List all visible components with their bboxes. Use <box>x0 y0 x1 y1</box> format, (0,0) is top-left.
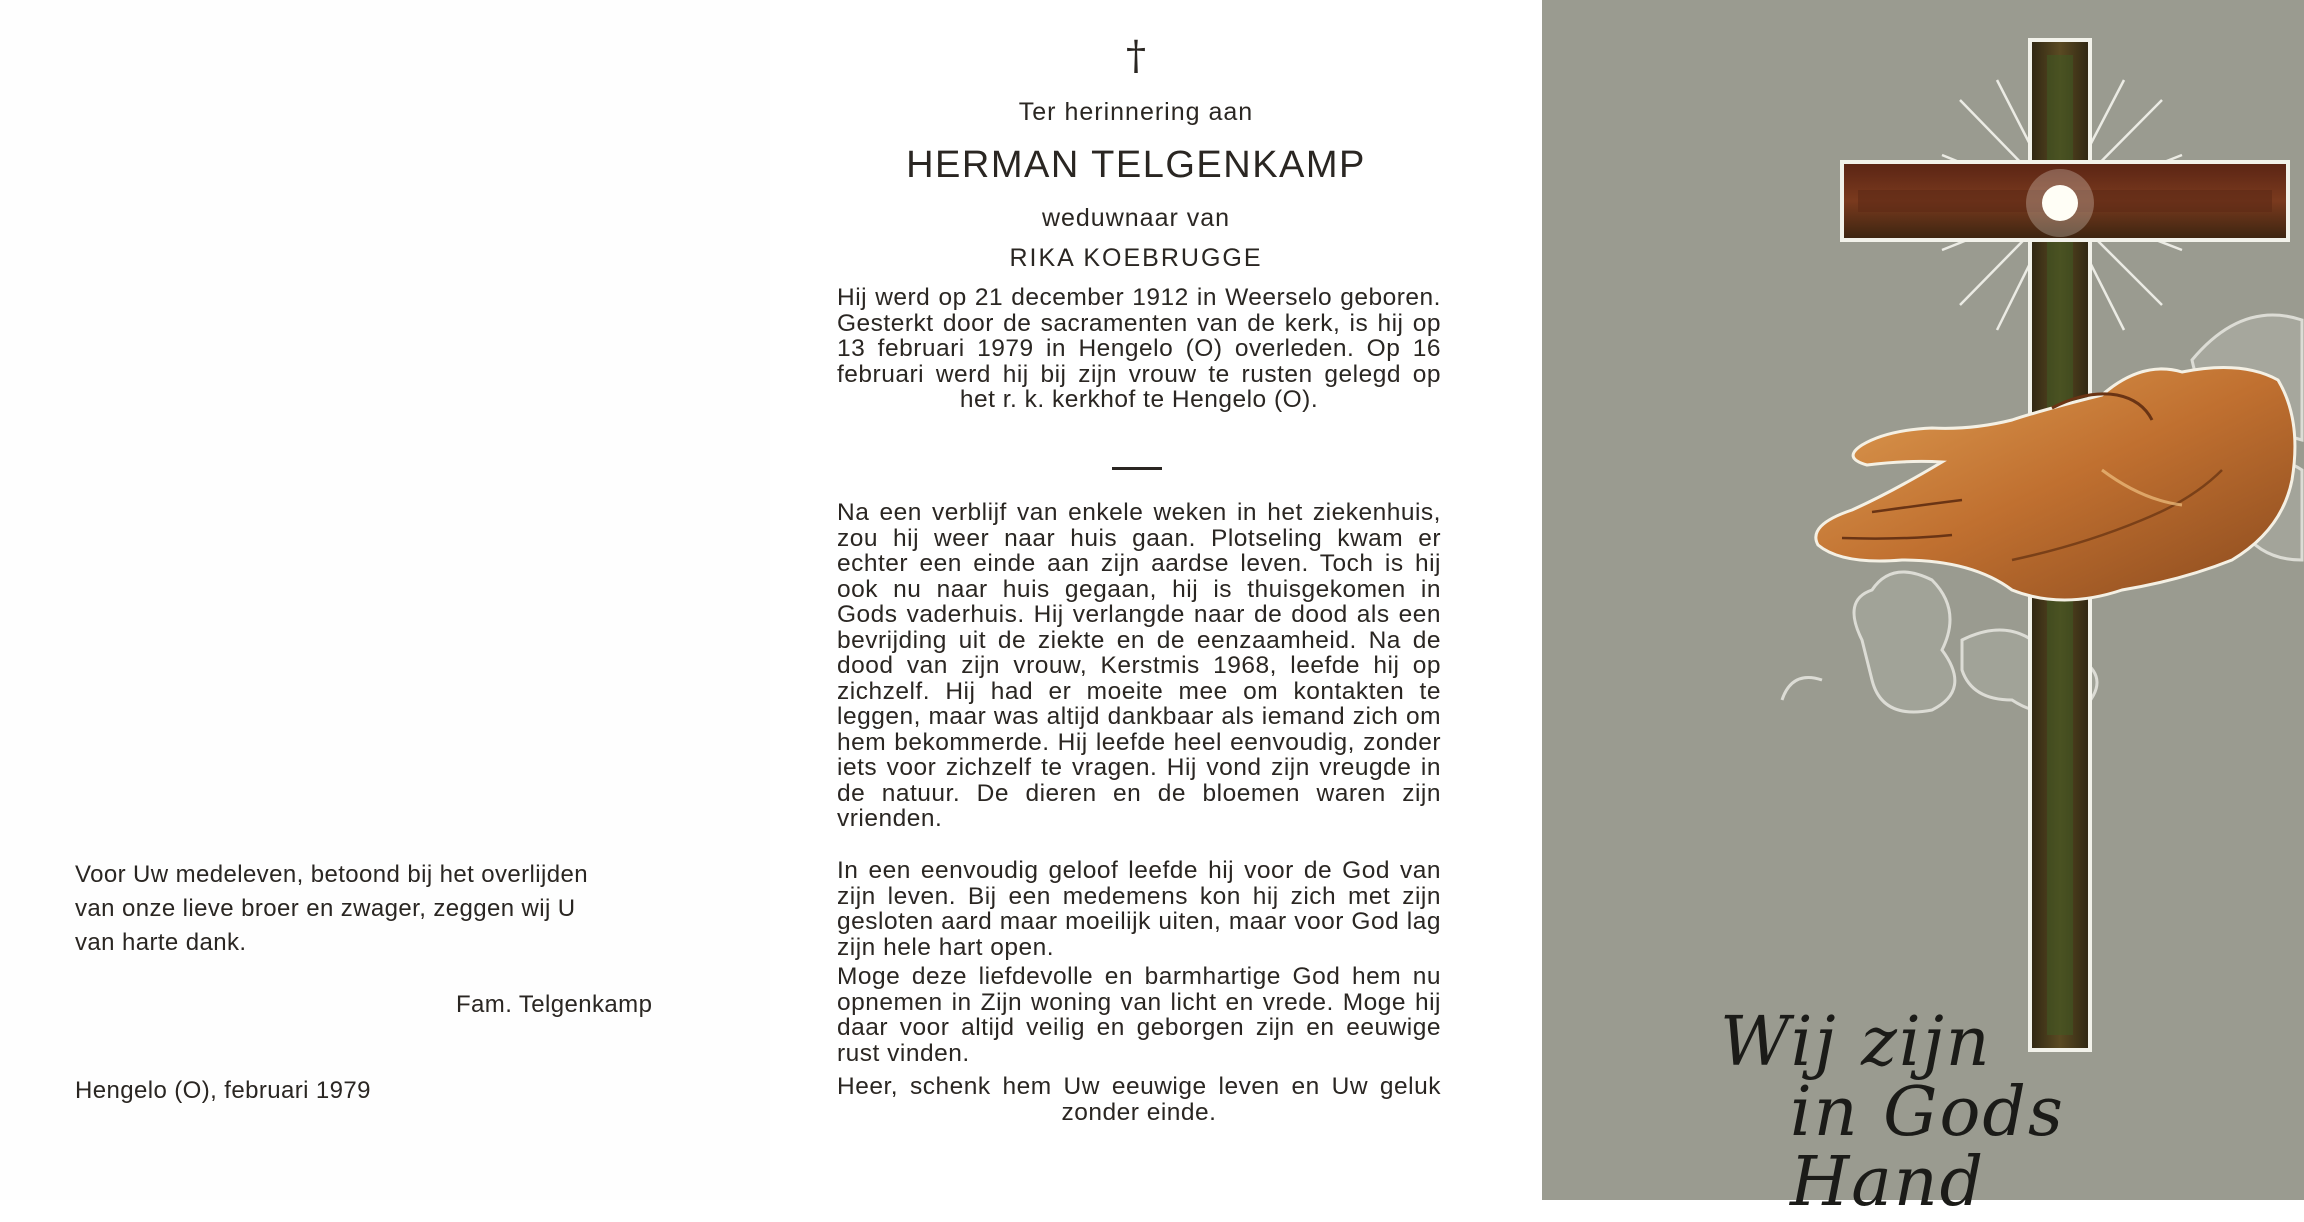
life-paragraph <box>837 500 1441 836</box>
motto-line-2: in Gods Hand <box>1790 1073 2065 1222</box>
birth-paragraph <box>837 285 1441 417</box>
deceased-name: HERMAN TELGENKAMP <box>906 144 1366 186</box>
spouse-name: RIKA KOEBRUGGE <box>1009 244 1263 272</box>
thanks-line: van onze lieve broer en zwager, zeggen wij U <box>75 895 576 922</box>
paragraph-text: Heer, schenk hem Uw eeuwige leven en Uw geluk zonder einde. <box>837 1073 1441 1126</box>
thanks-line: van harte dank. <box>75 929 247 956</box>
thanks-panel <box>0 0 770 1200</box>
motto-text <box>1680 1003 2280 1222</box>
divider <box>1112 467 1162 470</box>
paragraph-text: Moge deze liefdevolle en barmhartige God hem nu opnemen in Zijn woning van licht en vrede. Moge hij daar voor altijd veilig en geborgen zijn en eeuwige rust vinden. <box>837 963 1441 1067</box>
thanks-message <box>75 858 675 960</box>
closing-paragraph <box>837 1074 1441 1129</box>
cross-symbol-icon: † <box>1126 33 1146 79</box>
paragraph-text: In een eenvoudig geloof leefde hij voor de God van zijn leven. Bij een medemens kon hij zich met zijn gesloten aard maar moeilijk uiten, maar voor God lag zijn hele hart open. <box>837 857 1441 961</box>
intro-text: Ter herinnering aan <box>1018 98 1254 126</box>
relation-text: weduwnaar van <box>1041 204 1231 232</box>
thanks-line: Voor Uw medeleven, betoond bij het overlijden <box>75 861 588 888</box>
paragraph-text: Hij werd op 21 december 1912 in Weerselo geboren. Gesterkt door de sacramenten van de kerk, is hij op 13 februari 1979 in Hengelo (O) overleden. Op 16 februari werd hij bij zijn vrouw te rusten gelegd op het r. k. kerkhof te Hengelo (O). <box>837 284 1441 413</box>
motto-line-1: Wij zijn <box>1720 1003 1992 1082</box>
faith-paragraph <box>837 858 1441 964</box>
illustration-panel <box>1542 0 2304 1222</box>
paragraph-text: Na een verblijf van enkele weken in het ziekenhuis, zou hij weer naar huis gaan. Plotseling kwam er echter een einde aan zijn aardse leven. Toch is hij ook nu naar huis gegaan, hij is thuisgekomen in Gods vaderhuis. Hij verlangde naar de dood als een bevrijding uit de ziekte en de eenzaamheid. Na de dood van zijn vrouw, Kerstmis 1968, leefde hij op zichzelf. Hij had er moeite mee om kontakten te leggen, maar was altijd dankbaar als iemand zich om hem bekommerde. Hij leefde heel eenvoudig, zonder iets voor zichzelf te vragen. Hij vond zijn vreugde in de natuur. De dieren en de bloemen waren zijn vrienden. <box>837 499 1441 832</box>
place-date: Hengelo (O), februari 1979 <box>75 1077 371 1104</box>
prayer-paragraph <box>837 964 1441 1070</box>
family-signature: Fam. Telgenkamp <box>456 991 653 1018</box>
